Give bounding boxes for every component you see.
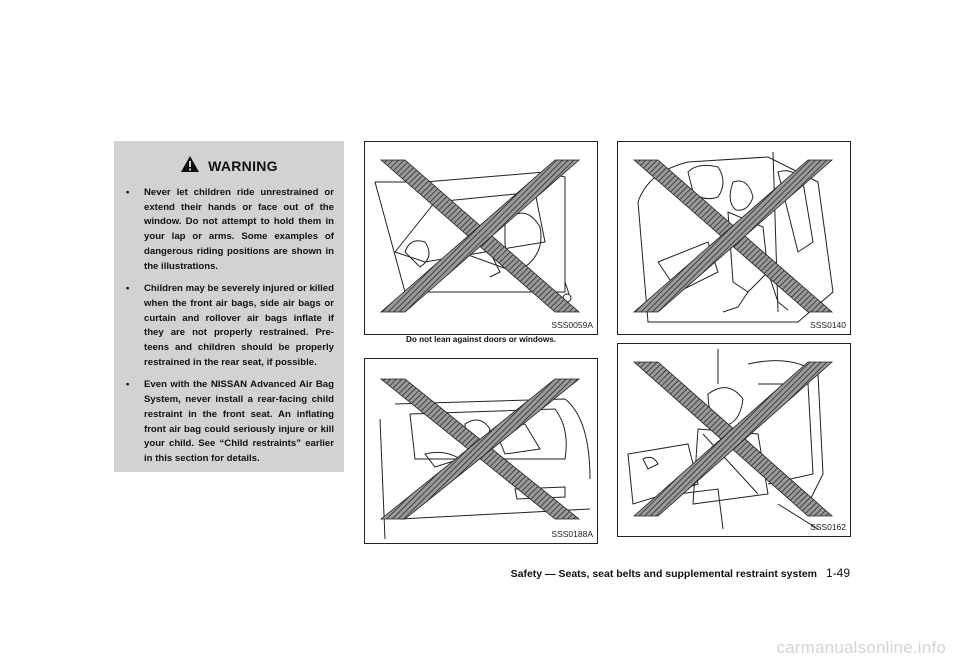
figure-lean-window xyxy=(364,141,598,335)
prohibited-x-icon xyxy=(381,379,579,519)
warning-item xyxy=(126,186,334,274)
bullet-icon: • xyxy=(126,379,130,391)
warning-item xyxy=(126,282,334,370)
warning-triangle-icon xyxy=(180,155,200,178)
figure-standing-child xyxy=(617,141,851,335)
hand-out-window-illustration xyxy=(365,359,597,543)
bullet-icon: • xyxy=(126,283,130,295)
child-seatbelt-illustration xyxy=(618,344,850,536)
figure-code: SSS0140 xyxy=(810,320,846,330)
warning-item-text: Children may be severely injured or killed when the front air bags, side air bags or curtain and rollover air bags inflate if they are not properly restrained. Pre-teens and children should be properly restrained in the rear seat, if possible. xyxy=(144,283,334,368)
warning-box xyxy=(114,141,344,472)
figure-code: SSS0162 xyxy=(810,522,846,532)
footer-section-title: Safety — Seats, seat belts and supplemental restraint system xyxy=(510,568,817,580)
figure-hand-out-window xyxy=(364,358,598,544)
prohibited-x-icon xyxy=(634,362,832,516)
warning-item-text: Never let children ride unrestrained or extend their hands or face out of the window. Do not attempt to hold them in your lap or arms. Some examples of dangerous riding positions are shown in the illustrations. xyxy=(144,187,334,272)
figure-code: SSS0188A xyxy=(551,529,593,539)
warning-header xyxy=(114,153,344,179)
figure-child-seatbelt xyxy=(617,343,851,537)
warning-title: WARNING xyxy=(208,158,278,174)
figure-code: SSS0059A xyxy=(551,320,593,330)
lean-window-illustration xyxy=(365,142,597,334)
bullet-icon: • xyxy=(126,187,130,198)
standing-child-illustration xyxy=(618,142,850,334)
page-number: 1-49 xyxy=(826,566,851,580)
warning-list xyxy=(126,186,334,475)
warning-item-text: Even with the NISSAN Advanced Air Bag System, never install a rear-facing child restraint in the front seat. An inflating front air bag could seriously injure or kill your child. See “Child restraints” earlier in this section for details. xyxy=(144,379,334,464)
warning-item xyxy=(126,378,334,466)
figure-caption: Do not lean against doors or windows. xyxy=(405,335,557,344)
watermark: carmanualsonline.info xyxy=(776,638,946,657)
prohibited-x-icon xyxy=(381,160,579,312)
